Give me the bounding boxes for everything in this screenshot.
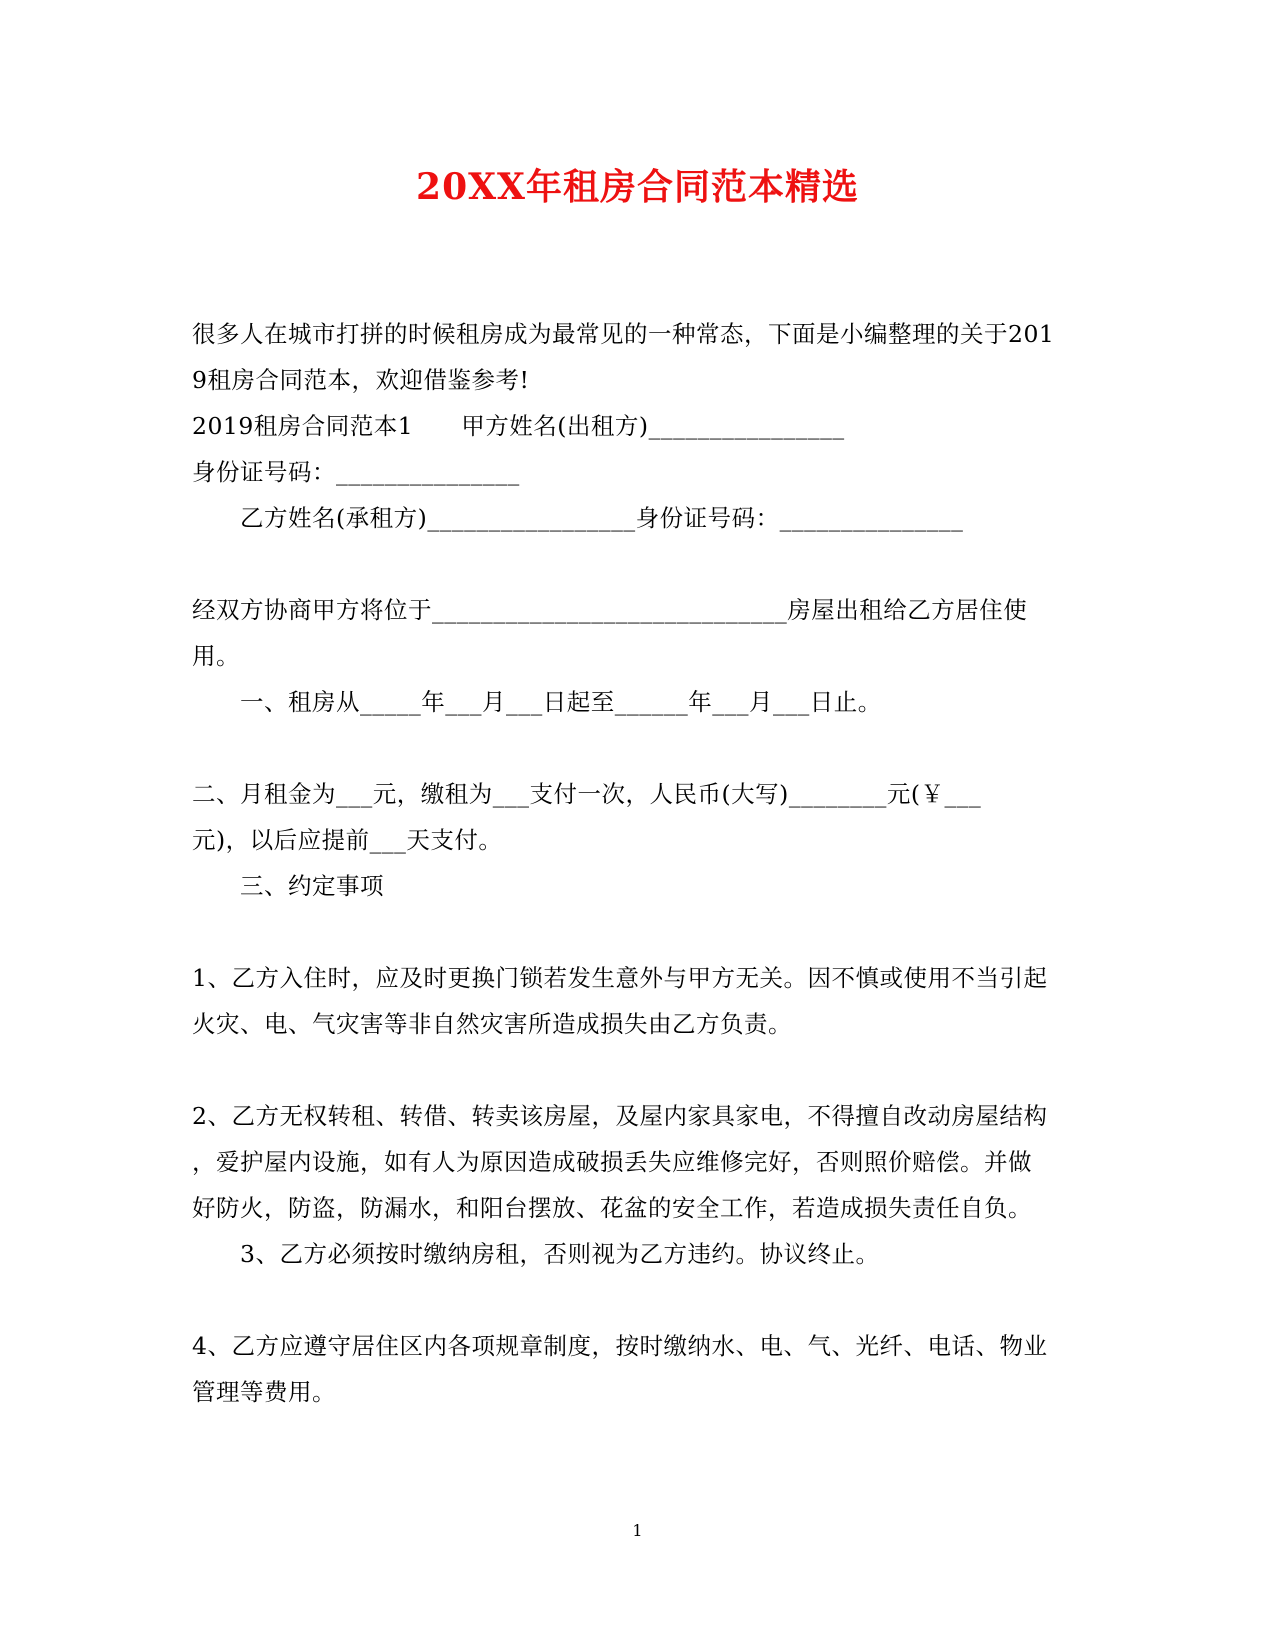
property-location-line-1: 经双方协商甲方将位于_____________________________房屋出租给乙方居住使: [192, 596, 1028, 624]
intro-line-2: 9租房合同范本，欢迎借鉴参考!: [192, 366, 530, 394]
item-1-line-1: 1、乙方入住时，应及时更换门锁若发生意外与甲方无关。因不慎或使用不当引起: [192, 964, 1048, 992]
clause-2-rent-line-1: 二、月租金为___元，缴租为___支付一次，人民币(大写)________元(￥___: [192, 780, 982, 808]
item-2-line-1: 2、乙方无权转租、转借、转卖该房屋，及屋内家具家电，不得擅自改动房屋结构: [192, 1102, 1048, 1130]
party-a-name-line: 2019租房合同范本1 甲方姓名(出租方)________________: [192, 412, 845, 440]
party-b-line: 乙方姓名(承租方)_________________身份证号码：_______________: [192, 504, 964, 532]
clause-2-rent-line-2: 元)，以后应提前___天支付。: [192, 826, 503, 854]
item-3-line: 3、乙方必须按时缴纳房租，否则视为乙方违约。协议终止。: [192, 1240, 880, 1268]
item-4-line-1: 4、乙方应遵守居住区内各项规章制度，按时缴纳水、电、气、光纤、电话、物业: [192, 1332, 1048, 1360]
item-4-line-2: 管理等费用。: [192, 1378, 336, 1406]
item-2-line-2: ，爱护屋内设施，如有人为原因造成破损丢失应维修完好，否则照价赔偿。并做: [192, 1148, 1032, 1176]
property-location-line-2: 用。: [192, 642, 240, 670]
clause-3-heading: 三、约定事项: [192, 872, 384, 900]
document-title: 20XX年租房合同范本精选: [416, 166, 859, 208]
clause-1-term: 一、租房从_____年___月___日起至______年___月___日止。: [192, 688, 882, 716]
item-2-line-3: 好防火，防盗，防漏水，和阳台摆放、花盆的安全工作，若造成损失责任自负。: [192, 1194, 1032, 1222]
page-number: 1: [632, 1521, 643, 1540]
party-a-id-line: 身份证号码：_______________: [192, 458, 520, 486]
intro-line-1: 很多人在城市打拼的时候租房成为最常见的一种常态，下面是小编整理的关于201: [192, 320, 1055, 348]
item-1-line-2: 火灾、电、气灾害等非自然灾害所造成损失由乙方负责。: [192, 1010, 792, 1038]
